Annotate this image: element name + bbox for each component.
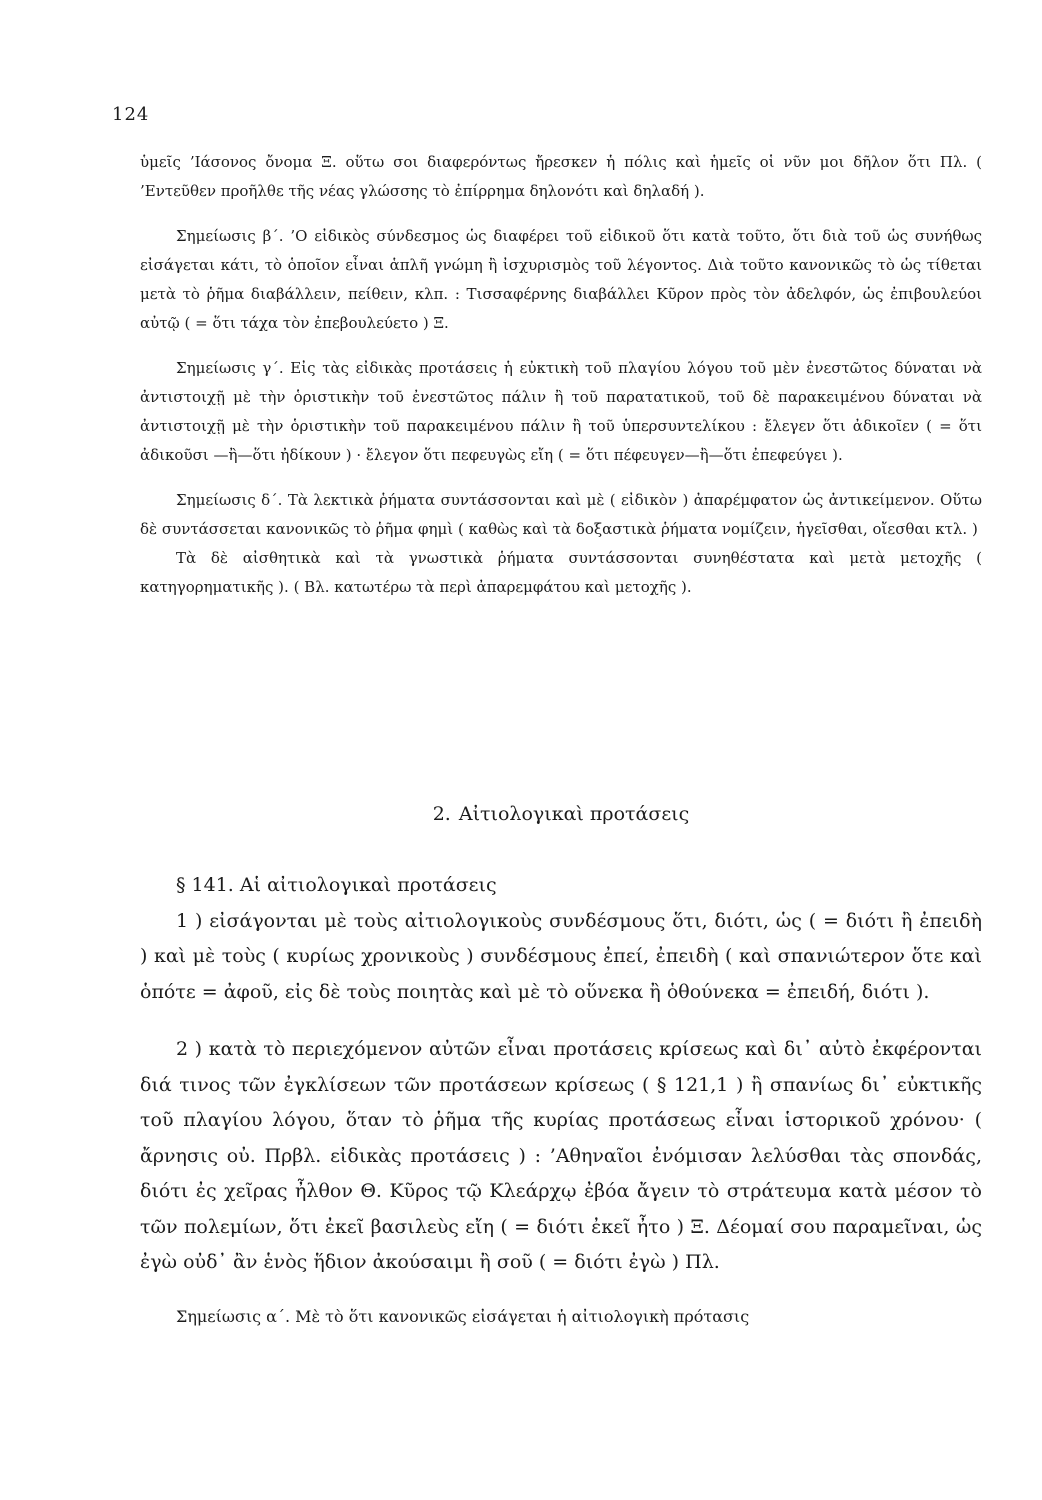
section-number: 2. — [432, 803, 451, 825]
section-title: Αἰτιολογικαὶ προτάσεις — [458, 803, 690, 825]
section-heading — [140, 803, 982, 825]
notes-block — [140, 148, 982, 602]
paragraph-item-2: 2 ) κατὰ τὸ περιεχόμενον αὐτῶν εἶναι προτάσεις κρίσεως καὶ δι᾽ αὐτὸ ἐκφέρονται διά τινος τῶν ἐγκλίσεων τῶν προτάσεων κρίσεως ( § 121,1 ) ἢ σπανίως δι᾽ εὐκτικῆς τοῦ πλαγίου λόγου, ὅταν τὸ ῥῆμα τῆς κυρίας προτάσεως εἶναι ἱστορικοῦ χρόνου· ( ἄρνησις οὐ. Πρβλ. εἰδικὰς προτάσεις ) : ’Αθηναῖοι ἐνόμισαν λελύσθαι τὰς σπονδάς, διότι ἐς χεῖρας ἦλθον Θ. Κῦρος τῷ Κλεάρχῳ ἐβόα ἄγειν τὸ στράτευμα κατὰ μέσον τὸ τῶν πολεμίων, ὅτι ἐκεῖ βασιλεὺς εἴη ( = διότι ἐκεῖ ἦτο ) Ξ. Δέομαί σου παραμεῖναι, ὡς ἐγὼ οὐδ᾽ ἂν ἑνὸς ἥδιον ἀκούσαιμι ἢ σοῦ ( = διότι ἐγὼ ) Πλ. — [140, 1038, 982, 1273]
note-alpha: Σημείωσις α΄. Μὲ τὸ ὅτι κανονικῶς εἰσάγεται ἡ αἰτιολογικὴ πρότασις — [176, 1306, 750, 1326]
paragraph-item-1: 1 ) εἰσάγονται μὲ τοὺς αἰτιολογικοὺς συνδέσμους ὅτι, διότι, ὡς ( = διότι ἢ ἐπειδὴ ) καὶ μὲ τοὺς ( κυρίως χρονικοὺς ) συνδέσμους ἐπεί, ἐπειδὴ ( καὶ σπανιώτερον ὅτε καὶ ὁπότε = ἀφοῦ, εἰς δὲ τοὺς ποιητὰς καὶ μὲ τὸ οὕνεκα ἢ ὁθούνεκα = ἐπειδή, διότι ). — [140, 909, 982, 1003]
note-beta: Σημείωσις β΄. ’Ο εἰδικὸς σύνδεσμος ὡς διαφέρει τοῦ εἰδικοῦ ὅτι κατὰ τοῦτο, ὅτι διὰ τοῦ ὡς συνήθως εἰσάγεται κάτι, τὸ ὁποῖον εἶναι ἁπλῆ γνώμη ἢ ἰσχυρισμὸς τοῦ λέγοντος. Διὰ τοῦτο κανονικῶς τὸ ὡς τίθεται μετὰ τὸ ῥῆμα διαβάλλειν, πείθειν, κλπ. : Τισσαφέρνης διαβάλλει Κῦρον πρὸς τὸν ἀδελφόν, ὡς ἐπιβουλεύοι αὐτῷ ( = ὅτι τάχα τὸν ἐπεβουλεύετο ) Ξ. — [140, 227, 982, 332]
note-delta-continuation: Τὰ δὲ αἰσθητικὰ καὶ τὰ γνωστικὰ ῥήματα συντάσσονται συνηθέστατα καὶ μετὰ μετοχῆς ( κατηγορηματικῆς ). ( Βλ. κατωτέρω τὰ περὶ ἀπαρεμφάτου καὶ μετοχῆς ). — [140, 549, 982, 596]
page-number: 124 — [112, 104, 150, 125]
paragraph-intro: § 141. Αἱ αἰτιολογικαὶ προτάσεις — [176, 874, 497, 896]
note-gamma: Σημείωσις γ΄. Εἰς τὰς εἰδικὰς προτάσεις ἡ εὐκτικὴ τοῦ πλαγίου λόγου τοῦ μὲν ἐνεστῶτος δύναται νὰ ἀντιστοιχῇ μὲ τὴν ὁριστικὴν τοῦ ἐνεστῶτος πάλιν ἢ τοῦ παρατατικοῦ, τοῦ δὲ παρακειμένου δύναται νὰ ἀντιστοιχῇ μὲ τὴν ὁριστικὴν τοῦ παρακειμένου πάλιν ἢ τοῦ ὑπερσυντελίκου : ἔλεγεν ὅτι ἀδικοῖεν ( = ὅτι ἀδικοῦσι —ἢ—ὅτι ἠδίκουν ) · ἔλεγον ὅτι πεφευγὼς εἴη ( = ὅτι πέφευγεν—ἢ—ὅτι ἐπεφεύγει ). — [140, 359, 982, 464]
paragraph-141 — [140, 868, 982, 1331]
note-delta: Σημείωσις δ΄. Τὰ λεκτικὰ ῥήματα συντάσσονται καὶ μὲ ( εἰδικὸν ) ἀπαρέμφατον ὡς ἀντικείμενον. Οὕτω δὲ συντάσσεται κανονικῶς τὸ ῥῆμα φημὶ ( καθὼς καὶ τὰ δοξαστικὰ ῥήματα νομίζειν, ἡγεῖσθαι, οἴεσθαι κτλ. ) — [140, 491, 982, 538]
note-continuation: ὑμεῖς ’Ιάσονος ὄνομα Ξ. οὕτω σοι διαφερόντως ἤρεσκεν ἡ πόλις καὶ ἡμεῖς οἱ νῦν μοι δῆλον ὅτι Πλ. ( ’Εντεῦθεν προῆλθε τῆς νέας γλώσσης τὸ ἐπίρρημα δηλονότι καὶ δηλαδή ). — [140, 153, 982, 200]
